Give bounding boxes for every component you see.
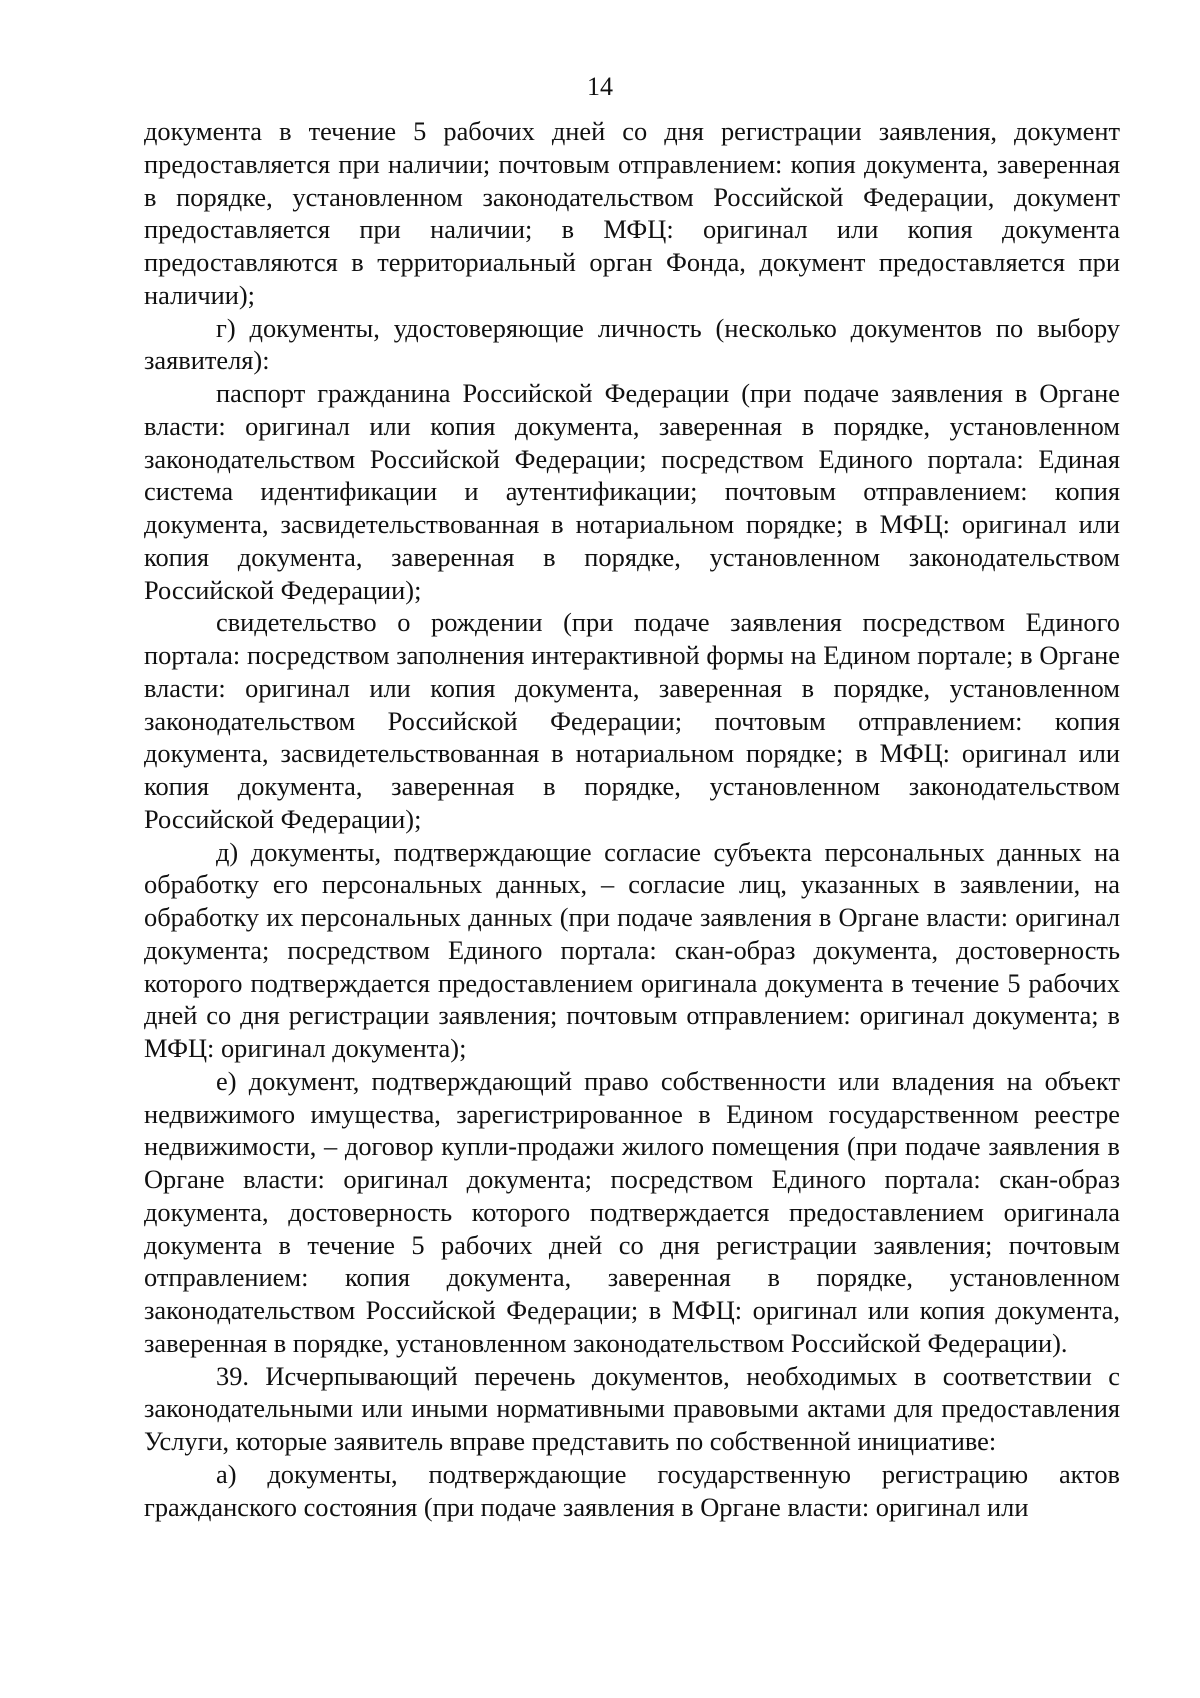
- paragraph-item-d: д) документы, подтверждающие согласие субъекта персональных данных на обработку его персональных данных, – согласие лиц, указанных в заявлении, на обработку их персональных данных (при подаче заявления в Органе власти: оригинал документа; посредством Единого портала: скан-образ документа, достоверность которого подтверждается предоставлением оригинала документа в течение 5 рабочих дней со дня регистрации заявления; почтовым отправлением: оригинал документа; в МФЦ: оригинал документа);: [144, 836, 1120, 1063]
- paragraph-item-g: г) документы, удостоверяющие личность (несколько документов по выбору заявителя):: [144, 312, 1120, 376]
- paragraph-item-a: а) документы, подтверждающие государственную регистрацию актов гражданского состояния (при подаче заявления в Органе власти: оригинал или: [144, 1458, 1120, 1522]
- paragraph-section-39: 39. Исчерпывающий перечень документов, необходимых в соответствии с законодательными или иными нормативными правовыми актами для предоставления Услуги, которые заявитель вправе представить по собственной инициативе:: [144, 1360, 1120, 1456]
- paragraph-passport: паспорт гражданина Российской Федерации (при подаче заявления в Органе власти: оригинал или копия документа, заверенная в порядке, установленном законодательством Российской Федерации; посредством Единого портала: Единая система идентификации и аутентификации; почтовым отправлением: копия документа, засвидетельствованная в нотариальном порядке; в МФЦ: оригинал или копия документа, заверенная в порядке, установленном законодательством Российской Федерации);: [144, 378, 1120, 605]
- paragraph-item-e: е) документ, подтверждающий право собственности или владения на объект недвижимого имущества, зарегистрированное в Едином государственном реестре недвижимости, – договор купли-продажи жилого помещения (при подаче заявления в Органе власти: оригинал документа; посредством Единого портала: скан-образ документа, достоверность которого подтверждается предоставлением оригинала документа в течение 5 рабочих дней со дня регистрации заявления; почтовым отправлением: копия документа, заверенная в порядке, установленном законодательством Российской Федерации; в МФЦ: оригинал или копия документа, заверенная в порядке, установленном законодательством Российской Федерации).: [144, 1065, 1120, 1358]
- paragraph-birth-certificate: свидетельство о рождении (при подаче заявления посредством Единого портала: посредством заполнения интерактивной формы на Едином портале; в Органе власти: оригинал или копия документа, заверенная в порядке, установленном законодательством Российской Федерации; почтовым отправлением: копия документа, засвидетельствованная в нотариальном порядке; в МФЦ: оригинал или копия документа, заверенная в порядке, установленном законодательством Российской Федерации);: [144, 607, 1120, 834]
- document-body: [144, 115, 1120, 1523]
- page-number: 14: [587, 72, 613, 101]
- paragraph-continuation: документа в течение 5 рабочих дней со дня регистрации заявления, документ предоставляется при наличии; почтовым отправлением: копия документа, заверенная в порядке, установленном законодательством Российской Федерации, документ предоставляется при наличии; в МФЦ: оригинал или копия документа предоставляются в территориальный орган Фонда, документ предоставляется при наличии);: [144, 116, 1120, 310]
